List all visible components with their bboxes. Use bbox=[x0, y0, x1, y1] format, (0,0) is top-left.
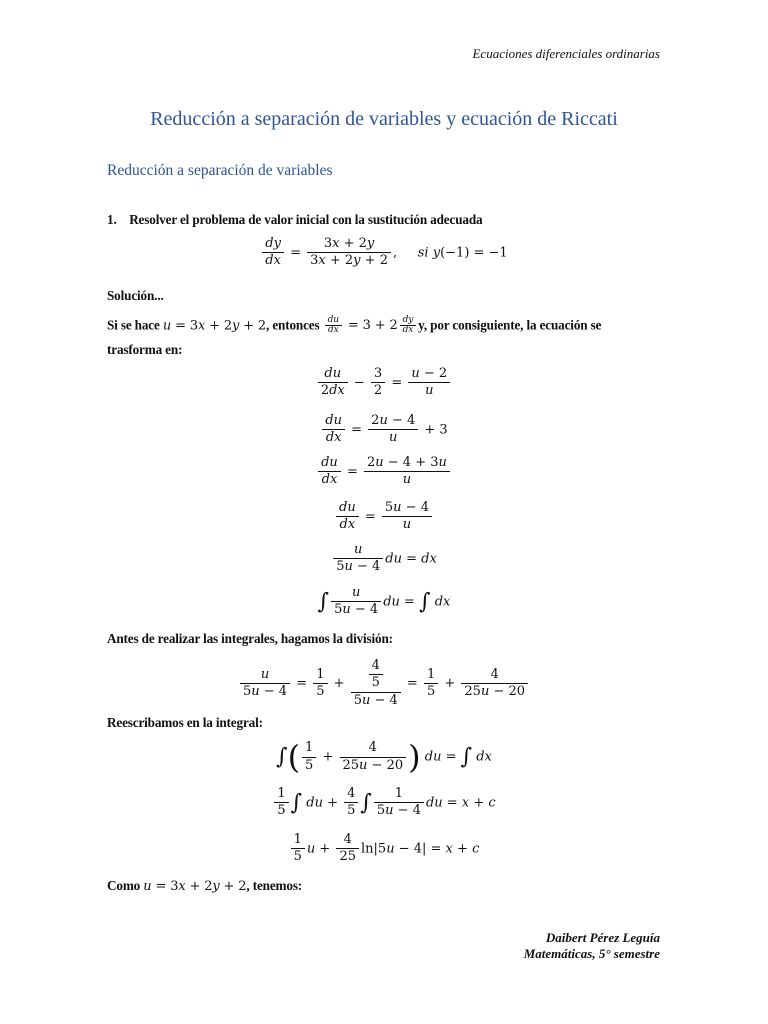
section-heading: Reducción a separación de variables bbox=[107, 162, 333, 179]
por-consiguiente-text: y, por consiguiente, la ecuación se bbox=[418, 317, 602, 333]
equation-step-4: $\frac{du}{dx}$ = $\frac{5u - 4}{u}$ bbox=[0, 500, 768, 534]
solution-label: Solución... bbox=[107, 288, 164, 303]
equation-step-2: $\frac{du}{dx}$ = $\frac{2u - 4}{u}$ + 3 bbox=[0, 413, 768, 447]
equation-step-3: $\frac{du}{dx}$ = $\frac{2u - 4 + 3u}{u}$ bbox=[0, 455, 768, 489]
equation-step-6: ∫ $\frac{u}{5u - 4}$ du = ∫ dx bbox=[317, 585, 451, 618]
equation-division: $\frac{u}{5u - 4}$ = $\frac{1}{5}$ + $\frac{\frac{4}{5}}{5u - 4}$ = $\frac{1}{5}$ + $\frac{4}{25u - 20}$ bbox=[0, 658, 768, 709]
problem-statement bbox=[107, 212, 482, 228]
substitution-line: Si se hace u = 3x + 2y + 2, entonces $\frac{du}{dx}$ = 3 + 2 $\frac{dy}{dx}$ y, por consiguiente, la ecuación se bbox=[107, 315, 602, 336]
equation-integral-3: $\frac{1}{5}$ u + $\frac{4}{25}$ ln|5u − 4| = x + c bbox=[0, 832, 768, 866]
antes-text: Antes de realizar las integrales, hagamos la división: bbox=[107, 631, 393, 646]
si-se-hace-text: Si se hace bbox=[107, 317, 160, 333]
problem-text: Resolver el problema de valor inicial con la sustitución adecuada bbox=[129, 212, 483, 227]
problem-number: 1. bbox=[107, 212, 117, 227]
como-line: Como u = 3x + 2y + 2, tenemos: bbox=[107, 878, 303, 894]
equation-integral-2: $\frac{1}{5}$ ∫ du + $\frac{4}{5}$ ∫ $\frac{1}{5u - 4}$ du = x + c bbox=[0, 786, 768, 820]
equation-step-5: $\frac{u}{5u - 4}$ du = dx bbox=[0, 542, 768, 576]
page-title: Reducción a separación de variables y ecuación de Riccati bbox=[150, 108, 618, 130]
equation-ivp: $\frac{dy}{dx}$ = $\frac{3x + 2y}{3x + 2y + 2}$ , si y(−1) = −1 bbox=[0, 236, 768, 270]
como-text: Como bbox=[107, 878, 141, 893]
footer-course: Matemáticas, 5° semestre bbox=[523, 946, 660, 961]
equation-step-1: $\frac{du}{2dx}$ − $\frac{3}{2}$ = $\frac{u - 2}{u}$ bbox=[0, 366, 768, 400]
reescribamos-text: Reescribamos en la integral: bbox=[107, 715, 263, 730]
equation-integral-1: ∫( $\frac{1}{5}$ + $\frac{4}{25u - 20}$ ) du = ∫ dx bbox=[276, 738, 492, 776]
page-header: Ecuaciones diferenciales ordinarias bbox=[472, 46, 660, 61]
footer-author: Daibert Pérez Leguía bbox=[545, 930, 660, 945]
trasforma-text: trasforma en: bbox=[107, 342, 183, 357]
tenemos-text: , tenemos: bbox=[246, 878, 303, 893]
entonces-text: , entonces bbox=[266, 317, 320, 333]
